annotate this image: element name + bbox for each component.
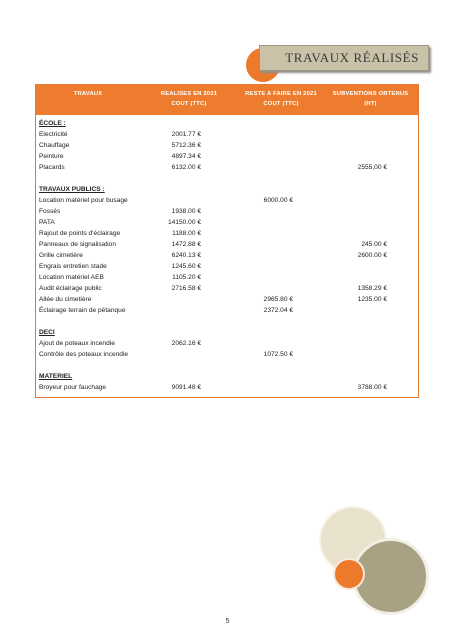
subvention-value: 2600.00 €	[357, 252, 387, 259]
section-heading-row	[36, 118, 418, 129]
realises-value: 1245.60 €	[171, 263, 201, 270]
table-header	[36, 85, 418, 115]
reste-value: 2372.04 €	[263, 307, 293, 314]
row-label: Ajout de poteaux incendie	[39, 340, 115, 347]
realises-value: 1472.88 €	[171, 241, 201, 248]
subvention-value: 1358.29 €	[357, 285, 387, 292]
realises-value: 1938.00 €	[171, 208, 201, 215]
row-label: Chauffage	[39, 142, 70, 149]
realises-value: 6240.13 €	[171, 252, 201, 259]
realises-value: 2716.58 €	[171, 285, 201, 292]
col-header-line: RESTE A FAIRE EN 2021	[245, 91, 317, 97]
col-header-subventions	[323, 89, 418, 109]
subvention-value: 245.00 €	[361, 241, 387, 248]
page-title: TRAVAUX RÉALISÉS	[285, 50, 419, 65]
table-row	[36, 349, 418, 360]
table-row	[36, 283, 418, 294]
realises-value: 4897.34 €	[171, 153, 201, 160]
reste-value: 2965.80 €	[263, 296, 293, 303]
row-label: Location matériel pour busage	[39, 197, 128, 204]
table-row	[36, 305, 418, 316]
realises-value: 1188.00 €	[172, 230, 201, 237]
reste-value: 6000.00 €	[263, 197, 293, 204]
section-heading: ÉCOLE :	[39, 120, 66, 127]
table-row	[36, 228, 418, 239]
row-label: Contrôle des poteaux incendie	[39, 351, 129, 358]
title-banner	[259, 45, 429, 71]
col-header-travaux	[36, 89, 140, 99]
col-header-line: (HT)	[364, 101, 377, 107]
table-row	[36, 261, 418, 272]
table-row	[36, 338, 418, 349]
row-label: Fossés	[39, 208, 61, 215]
col-header-line: REALISES EN 2021	[160, 91, 218, 97]
section-heading-row	[36, 371, 418, 382]
row-label: Peinture	[39, 153, 64, 160]
table-row	[36, 151, 418, 162]
row-label: Éclairage terrain de pétanque	[39, 307, 126, 314]
section-heading-row	[36, 184, 418, 195]
page-number: 5	[225, 618, 230, 625]
subvention-value: 3788.00 €	[357, 384, 387, 391]
table-row	[36, 140, 418, 151]
section-heading: DECI	[39, 329, 55, 336]
subvention-value: 2555,00 €	[357, 164, 387, 171]
realises-value: 5712.36 €	[171, 142, 201, 149]
row-label: Placards	[39, 164, 65, 171]
realises-value: 14150.00 €	[167, 219, 201, 226]
table-row	[36, 206, 418, 217]
row-label: Electricité	[39, 131, 68, 138]
section-heading-row	[36, 327, 418, 338]
row-label: Grille cimetière	[39, 252, 83, 259]
col-header-line: COUT (TTC)	[171, 101, 207, 107]
table-row	[36, 294, 418, 305]
works-table	[35, 84, 419, 398]
row-label: Allée du cimetière	[39, 296, 92, 303]
row-label: Audit éclairage public	[39, 285, 102, 292]
table-row	[36, 195, 418, 206]
col-header-line: SUBVENTIONS OBTENUS	[332, 91, 409, 97]
col-header-line: COUT (TTC)	[263, 101, 299, 107]
row-label: Broyeur pour fauchage	[39, 384, 107, 391]
reste-value: 1072.50 €	[263, 351, 293, 358]
row-label: Rajout de points d'éclairage	[39, 230, 121, 237]
table-row	[36, 129, 418, 140]
section-heading: TRAVAUX PUBLICS :	[39, 186, 105, 193]
col-header-reste	[239, 89, 323, 109]
realises-value: 2001.77 €	[171, 131, 201, 138]
table-row	[36, 239, 418, 250]
table-row	[36, 162, 418, 173]
decor-circle-orange	[333, 558, 365, 590]
table-row	[36, 217, 418, 228]
realises-value: 6132.00 €	[171, 164, 201, 171]
col-header-line: TRAVAUX	[73, 91, 103, 97]
col-header-realises	[140, 89, 238, 109]
row-label: Panneaux de signalisation	[39, 241, 116, 248]
row-label: Engrais entretien stade	[39, 263, 107, 270]
row-label: PATA	[39, 219, 55, 226]
subvention-value: 1235.00 €	[357, 296, 387, 303]
section-heading: MATERIEL	[39, 373, 73, 380]
realises-value: 2062.16 €	[171, 340, 201, 347]
row-label: Location matériel AEB	[39, 274, 104, 281]
table-row	[36, 250, 418, 261]
table-row	[36, 382, 418, 393]
realises-value: 1105.20 €	[172, 274, 201, 281]
realises-value: 9091.48 €	[171, 384, 201, 391]
table-row	[36, 272, 418, 283]
